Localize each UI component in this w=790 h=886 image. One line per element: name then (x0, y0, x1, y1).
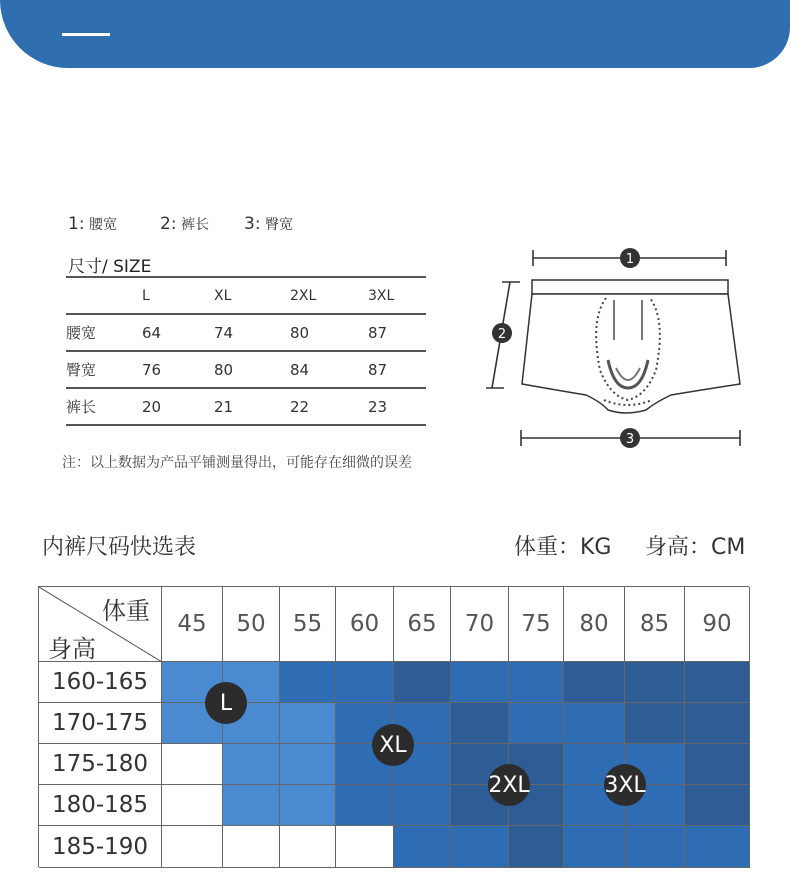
size-cell (336, 826, 394, 868)
size-cell (564, 662, 625, 703)
size-cell (625, 662, 685, 703)
size-cell (509, 703, 564, 744)
marker-1 (620, 248, 640, 268)
table-cell: 74 (214, 314, 290, 351)
svg-text:1: 1 (625, 252, 635, 267)
size-cell (336, 662, 394, 703)
legend-label: 裤长 (181, 217, 209, 233)
row-label: 臀宽 (66, 351, 142, 388)
weight-header: 90 (685, 587, 750, 662)
legend-number: 3: (244, 214, 261, 234)
size-table-header-row (66, 277, 426, 314)
weight-header: 75 (509, 587, 564, 662)
size-cell (280, 826, 336, 868)
size-cell (280, 662, 336, 703)
size-table-title: 尺寸/ SIZE (68, 257, 152, 277)
height-unit: 身高：CM (645, 535, 746, 560)
size-cell (394, 785, 451, 826)
header-cell: XL (214, 277, 290, 314)
row-label: 裤长 (66, 388, 142, 425)
size-cell (162, 744, 223, 785)
legend-item-length (160, 214, 209, 234)
size-cell (625, 826, 685, 868)
table-cell: 84 (290, 351, 368, 388)
size-cell (223, 826, 280, 868)
size-cell (162, 826, 223, 868)
row-label: 腰宽 (66, 314, 142, 351)
size-cell (685, 662, 750, 703)
height-label: 175-180 (39, 744, 162, 785)
size-cell (280, 703, 336, 744)
height-label: 185-190 (39, 826, 162, 868)
table-cell: 21 (214, 388, 290, 425)
legend-item-waist (68, 214, 117, 234)
header-cell: 3XL (368, 277, 426, 314)
size-cell (451, 662, 509, 703)
table-cell: 23 (368, 388, 426, 425)
weight-header: 80 (564, 587, 625, 662)
size-badge: L (205, 682, 247, 724)
header-cell: L (142, 277, 214, 314)
size-cell (162, 785, 223, 826)
size-cell (509, 826, 564, 868)
size-cell (280, 785, 336, 826)
corner-cell (39, 587, 162, 662)
size-cell (451, 703, 509, 744)
size-badge: 2XL (488, 764, 530, 806)
size-cell (564, 703, 625, 744)
table-cell: 87 (368, 314, 426, 351)
briefs-diagram (486, 240, 748, 452)
size-chart-grid (38, 586, 749, 867)
size-cell (280, 744, 336, 785)
size-cell (394, 662, 451, 703)
size-cell (625, 703, 685, 744)
weight-header: 65 (394, 587, 451, 662)
legend-number: 1: (68, 214, 85, 234)
size-badge: 3XL (604, 764, 646, 806)
table-cell: 76 (142, 351, 214, 388)
size-table (66, 276, 426, 426)
measurement-note: 注：以上数据为产品平铺测量得出，可能存在细微的误差 (62, 455, 412, 471)
table-cell: 22 (290, 388, 368, 425)
weight-header: 85 (625, 587, 685, 662)
size-cell (394, 826, 451, 868)
size-cell (509, 662, 564, 703)
header-banner (0, 0, 790, 68)
svg-text:3: 3 (625, 432, 635, 447)
table-row (66, 388, 426, 425)
table-row (66, 351, 426, 388)
size-cell (564, 826, 625, 868)
weight-header: 45 (162, 587, 223, 662)
size-cell (685, 785, 750, 826)
legend-label: 臀宽 (265, 217, 293, 233)
weight-header: 60 (336, 587, 394, 662)
marker-3 (620, 428, 640, 448)
header-cell: 2XL (290, 277, 368, 314)
size-cell (685, 826, 750, 868)
table-cell: 80 (290, 314, 368, 351)
banner-line (62, 33, 110, 36)
chart-title: 内裤尺码快选表 (42, 535, 197, 560)
legend-item-hip (244, 214, 293, 234)
weight-header: 55 (280, 587, 336, 662)
table-cell: 64 (142, 314, 214, 351)
svg-text:2: 2 (497, 327, 507, 342)
legend-number: 2: (160, 214, 177, 234)
height-label: 160-165 (39, 662, 162, 703)
size-cell (336, 785, 394, 826)
size-cell (223, 785, 280, 826)
weight-header: 70 (451, 587, 509, 662)
table-cell: 20 (142, 388, 214, 425)
header-cell (66, 277, 142, 314)
marker-2 (492, 323, 512, 343)
legend-label: 腰宽 (89, 217, 117, 233)
table-row (66, 314, 426, 351)
size-badge: XL (372, 724, 414, 766)
height-label: 170-175 (39, 703, 162, 744)
size-cell (451, 826, 509, 868)
table-cell: 87 (368, 351, 426, 388)
corner-weight-label: 体重 (102, 597, 150, 625)
corner-height-label: 身高 (48, 635, 96, 663)
size-cell (223, 744, 280, 785)
height-label: 180-185 (39, 785, 162, 826)
size-cell (685, 744, 750, 785)
table-cell: 80 (214, 351, 290, 388)
size-cell (685, 703, 750, 744)
weight-header: 50 (223, 587, 280, 662)
weight-unit: 体重：KG (514, 535, 612, 560)
